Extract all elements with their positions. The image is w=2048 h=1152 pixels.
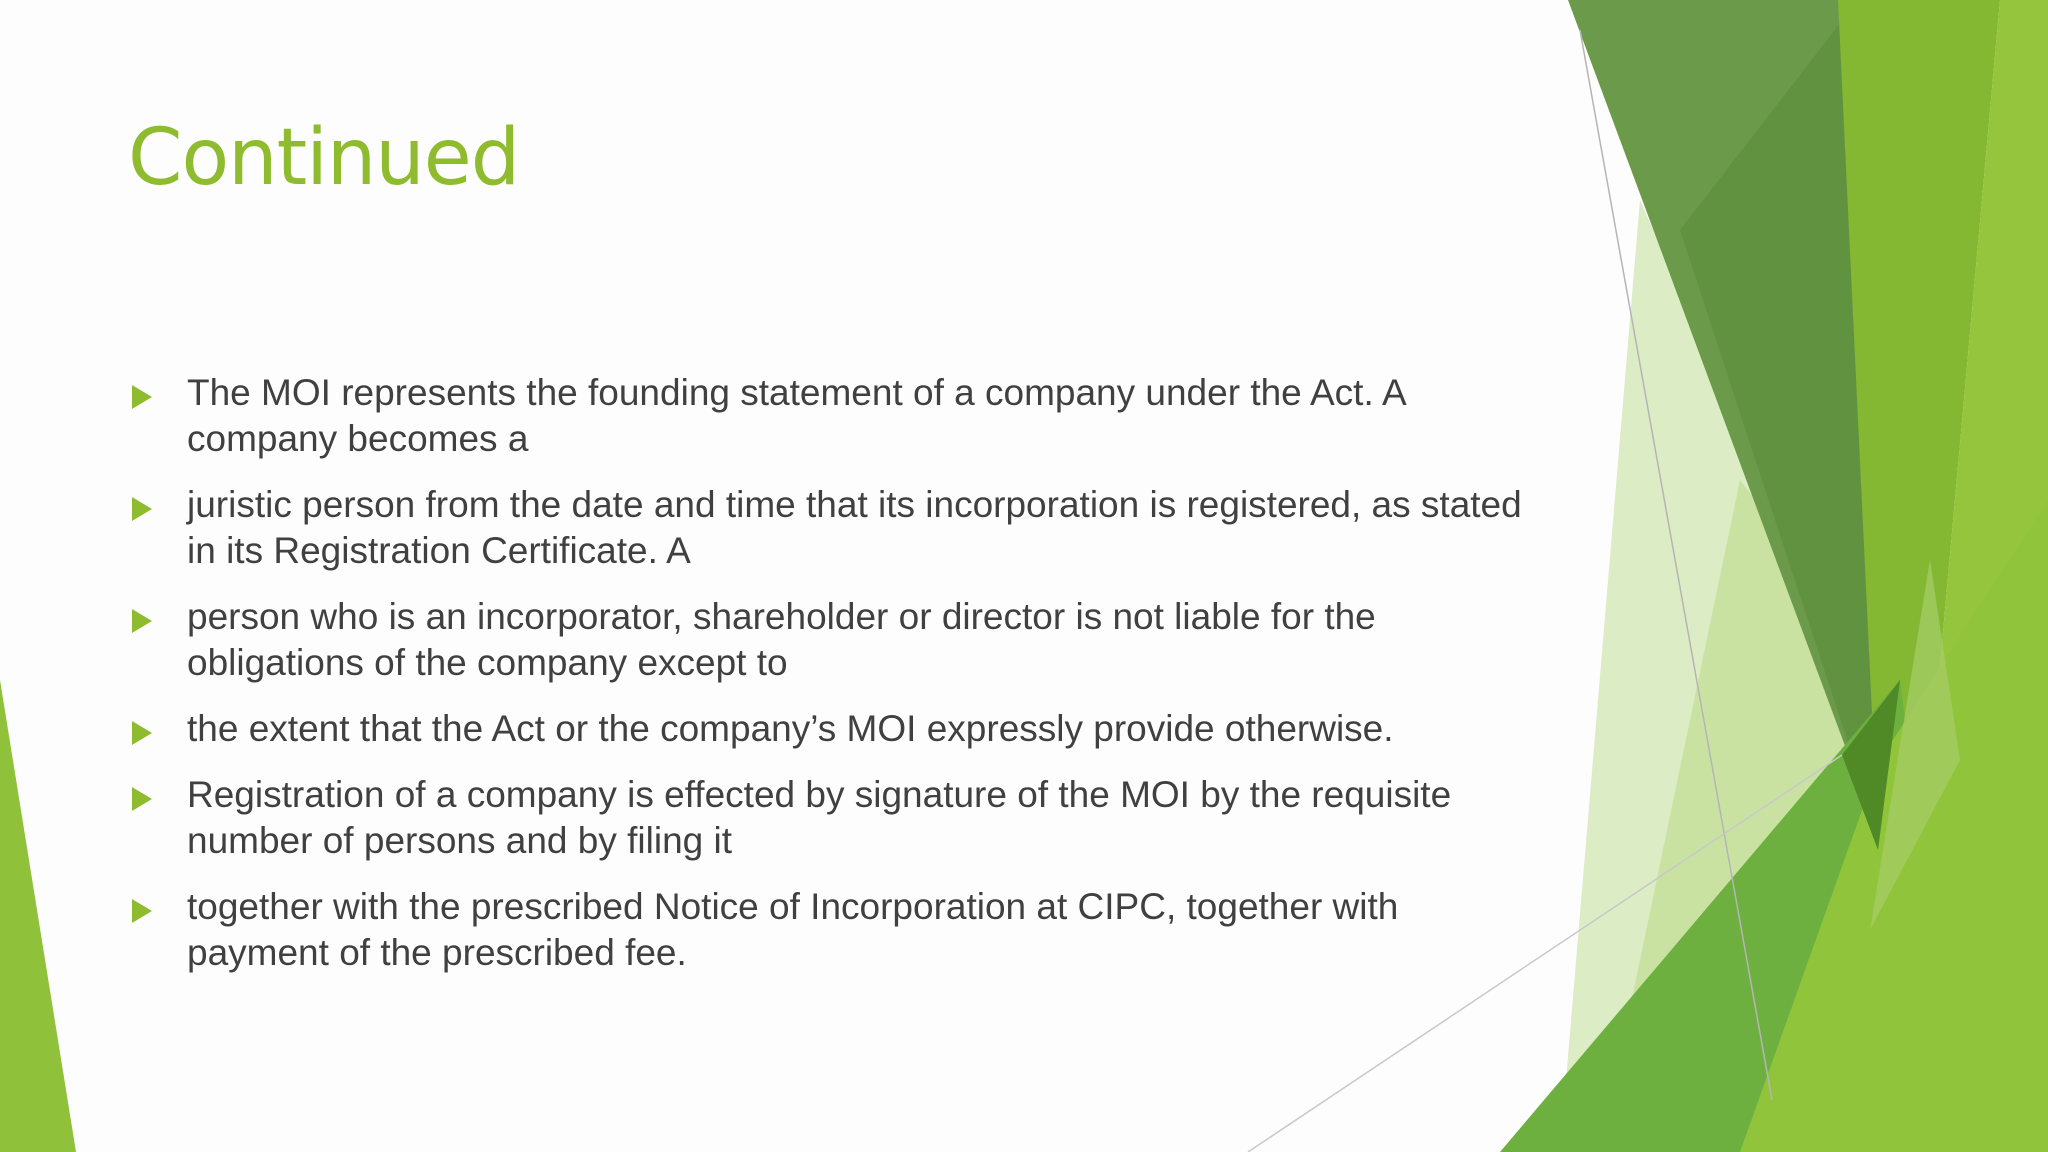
triangle-right-icon <box>132 721 152 745</box>
bullet-item <box>128 370 1528 462</box>
triangle-right-icon <box>132 609 152 633</box>
triangle-right-icon <box>132 497 152 521</box>
left-green-sliver <box>0 680 76 1152</box>
slide-title: Continued <box>128 113 520 203</box>
bullet-text: Registration of a company is effected by signature of the MOI by the requisite number of persons and by filing it <box>187 774 1452 861</box>
triangle-right-icon <box>132 385 152 409</box>
bullet-item <box>128 706 1528 752</box>
triangle-right-icon <box>132 787 152 811</box>
bullet-item <box>128 594 1528 686</box>
bullet-item <box>128 482 1528 574</box>
bullet-list <box>128 370 1528 996</box>
bullet-text: the extent that the Act or the company’s MOI expressly provide otherwise. <box>187 708 1394 749</box>
bullet-text: The MOI represents the founding statement of a company under the Act. A company becomes a <box>187 372 1405 459</box>
bullet-text: person who is an incorporator, shareholder or director is not liable for the obligations of the company except to <box>187 596 1376 683</box>
bullet-item <box>128 772 1528 864</box>
bullet-item <box>128 884 1528 976</box>
triangle-right-icon <box>132 899 152 923</box>
bullet-text: juristic person from the date and time that its incorporation is registered, as stated in its Registration Certificate. A <box>187 484 1522 571</box>
bullet-text: together with the prescribed Notice of Incorporation at CIPC, together with payment of the prescribed fee. <box>187 886 1399 973</box>
